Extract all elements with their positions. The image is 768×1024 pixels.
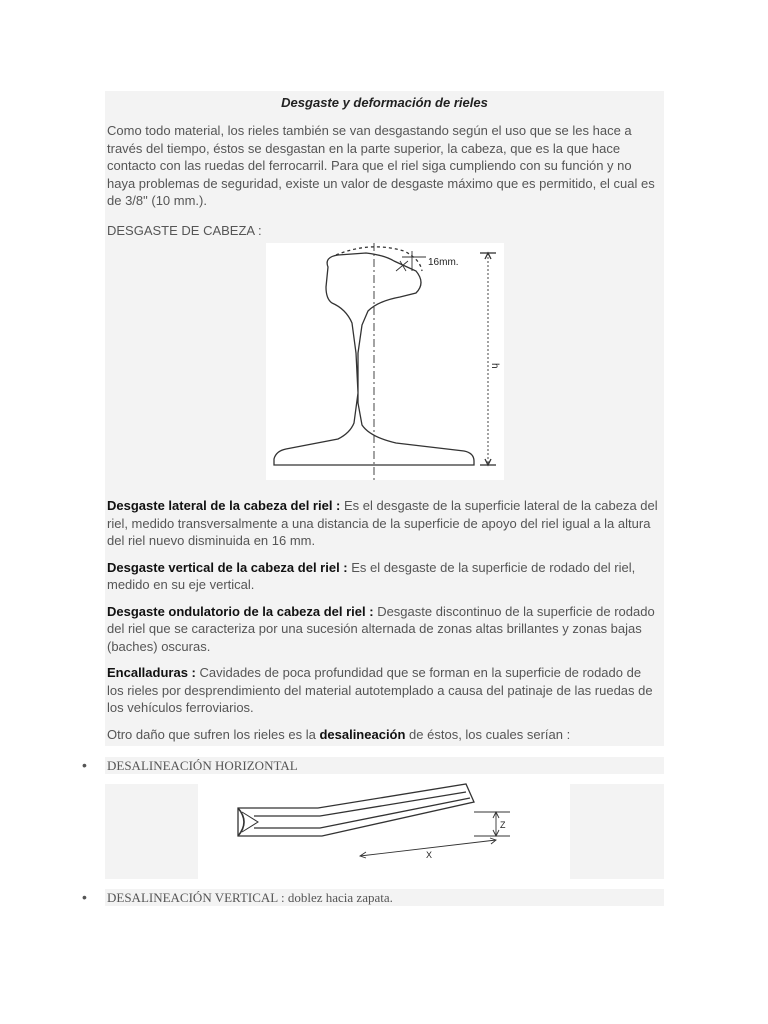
definition-text: Es el desgaste de la superficie lateral de la cabeza del riel, medido transversalmente a una distancia de la superficie de apoyo del riel igual a la altura del riel nuevo disminuida en 16 mm.	[107, 498, 658, 548]
definition-text: Es el desgaste de la superficie de rodado del riel, medido en su eje vertical.	[107, 559, 636, 592]
definition-term: Desgaste lateral de la cabeza del riel :	[107, 498, 341, 513]
bullet-horizontal-misalignment	[105, 757, 664, 774]
closing-text-before: Otro daño que sufren los rieles es la	[107, 726, 320, 742]
intro-paragraph: Como todo material, los rieles también se van desgastando según el uso que se les hace a través del tiempo, éstos se desgastan en la parte superior, la cabeza, que es la que hace contacto con las ruedas del ferrocarril. Para que el riel siga cumpliendo con su función y no haya problemas de seguridad, existe un valor de desgaste máximo que es permitido, el cual es de 3/8" (10 mm.).	[107, 123, 655, 208]
bullet-marker: •	[82, 889, 87, 905]
definition-corrugation-wear	[105, 603, 664, 656]
definition-encalladuras	[105, 664, 664, 717]
definition-text: Cavidades de poca profundidad que se forman en la superficie de rodado de los rieles por desprendimiento del material autotemplado a causa del patinaje de las ruedas de los vehículos ferroviarios.	[107, 665, 653, 715]
section-heading: DESGASTE DE CABEZA :	[107, 222, 262, 238]
rail-cross-section-drawing	[266, 243, 504, 480]
figure1-mm-label: 16mm.	[428, 257, 459, 268]
definition-text: Desgaste discontinuo de la superficie de rodado del riel que se caracteriza por una sucesión alternada de zonas altas brillantes y zonas bajas (baches) oscuras.	[107, 603, 655, 654]
figure1-height-label: h	[489, 363, 500, 369]
closing-text-after: de éstos, los cuales serían :	[405, 726, 571, 742]
rail-head-wear-figure	[266, 243, 504, 480]
figure2-z-label: Z	[500, 820, 506, 830]
definition-lateral-wear	[105, 497, 664, 550]
definitions-list	[105, 497, 664, 752]
definition-term: Desgaste vertical de la cabeza del riel :	[107, 559, 348, 575]
closing-bold-term: desalineación	[319, 726, 406, 742]
bullet-vertical-misalignment	[105, 889, 664, 906]
bent-rail-drawing	[198, 778, 570, 885]
horizontal-misalignment-figure	[198, 778, 570, 885]
bullet-text: DESALINEACIÓN VERTICAL : doblez hacia zapata.	[107, 890, 393, 905]
definition-term: Encalladuras :	[107, 665, 196, 680]
definition-term: Desgaste ondulatorio de la cabeza del riel :	[107, 603, 374, 619]
definition-vertical-wear	[105, 559, 664, 594]
bullet-marker: •	[82, 757, 87, 773]
bullet-text: DESALINEACIÓN HORIZONTAL	[107, 758, 298, 773]
figure2-left-margin	[105, 784, 198, 879]
main-content-block	[105, 91, 664, 746]
page-title: Desgaste y deformación de rieles	[281, 95, 488, 110]
figure2-right-margin	[570, 784, 664, 879]
figure2-x-label: X	[426, 850, 433, 860]
closing-paragraph	[105, 726, 664, 744]
